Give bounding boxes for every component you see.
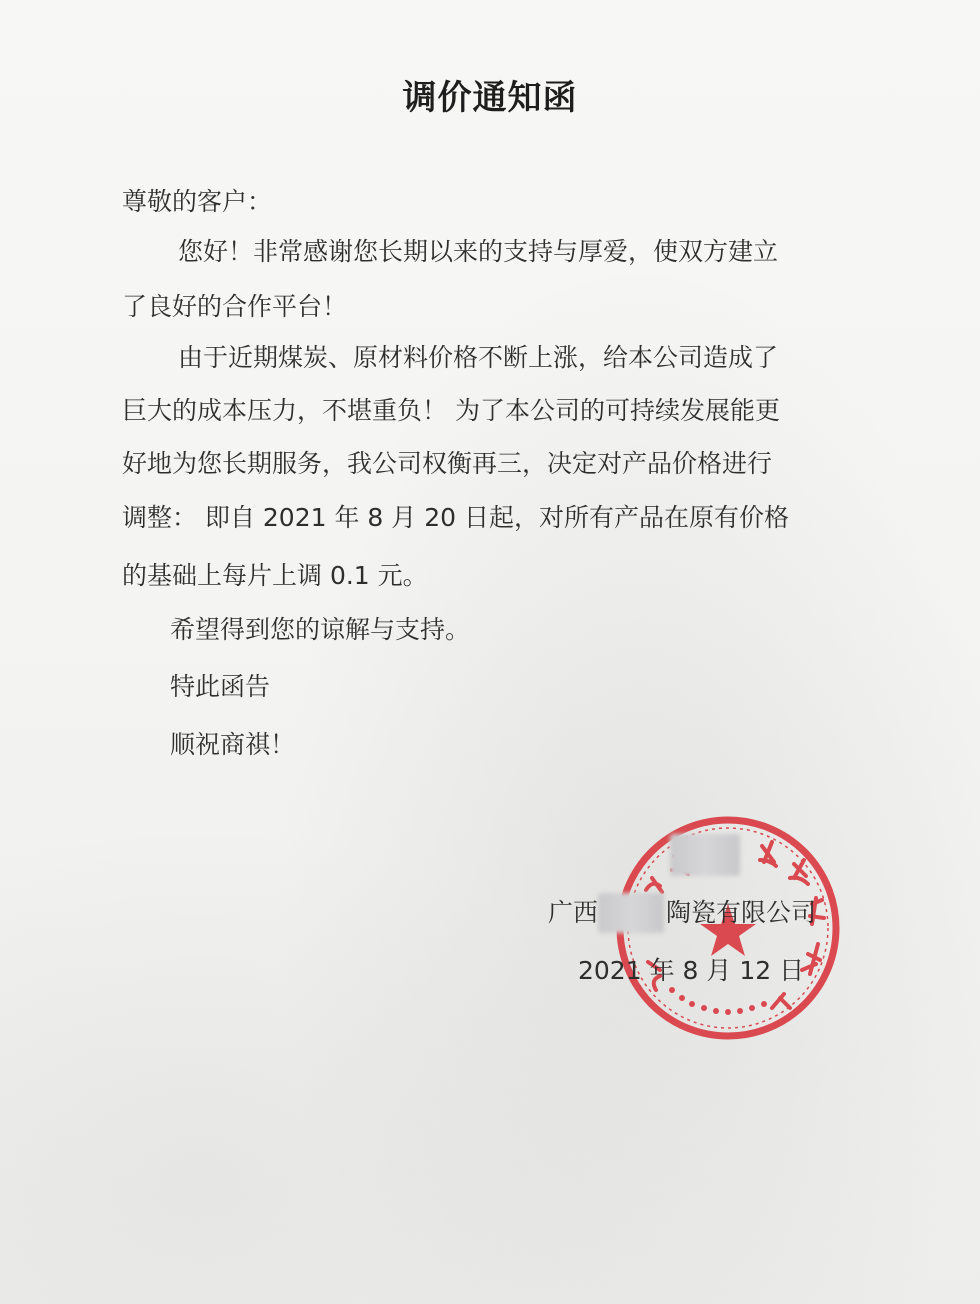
paragraph2-line2: 巨大的成本压力，不堪重负！ 为了本公司的可持续发展能更 xyxy=(122,396,780,425)
paragraph2-line3: 好地为您长期服务，我公司权衡再三，决定对产品价格进行 xyxy=(122,449,773,478)
paragraph1-line2: 了良好的合作平台！ xyxy=(122,292,348,321)
company-name-suffix: 陶瓷有限公司 xyxy=(666,898,817,927)
redaction-company-name xyxy=(598,893,664,933)
signature-date: 2021 年 8 月 12 日 xyxy=(578,956,805,985)
paragraph2-line1: 由于近期煤炭、原材料价格不断上涨，给本公司造成了 xyxy=(178,343,779,372)
notice-line: 特此函告 xyxy=(170,672,271,701)
paragraph1-line1: 您好！非常感谢您长期以来的支持与厚爱，使双方建立 xyxy=(178,237,779,266)
salutation: 尊敬的客户： xyxy=(122,187,273,216)
paragraph2-line5: 的基础上每片上调 0.1 元。 xyxy=(122,561,428,590)
hope-line: 希望得到您的谅解与支持。 xyxy=(170,615,471,644)
seal-text xyxy=(0,0,1,1)
closing-line: 顺祝商祺！ xyxy=(170,730,296,759)
document-title: 调价通知函 xyxy=(402,78,578,118)
company-name-prefix: 广西 xyxy=(548,898,599,927)
paragraph2-line4: 调整： 即自 2021 年 8 月 20 日起，对所有产品在原有价格 xyxy=(122,503,789,532)
redaction-seal-top xyxy=(670,834,740,876)
